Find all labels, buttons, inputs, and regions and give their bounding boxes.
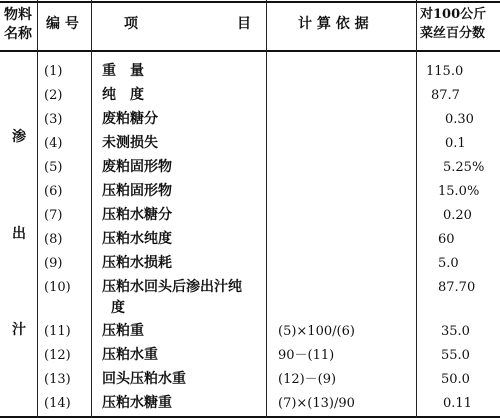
row-item: 压粕水糖重 xyxy=(102,395,172,411)
row-item: 废粕糖分 xyxy=(102,111,158,127)
row-value: 15.0% xyxy=(438,184,480,199)
row-number: (3) xyxy=(44,112,63,127)
row-item: 压粕水回头后渗出汁纯 xyxy=(102,279,242,295)
row-item: 压粕水糖分 xyxy=(102,207,172,223)
row-item: 重 量 xyxy=(102,63,144,79)
row-value: 87.70 xyxy=(438,280,476,295)
header-item-left: 项 xyxy=(124,16,138,32)
row-item: 未测损失 xyxy=(102,135,158,151)
row-value: 5.0 xyxy=(438,256,459,271)
row-number: (8) xyxy=(44,232,63,247)
row-number: (9) xyxy=(44,256,63,271)
row-item: 纯 度 xyxy=(102,87,144,103)
row-number: (1) xyxy=(44,64,63,79)
row-value: 0.11 xyxy=(443,396,472,411)
header-per-line2: 菜丝百分数 xyxy=(420,26,486,41)
row-number: (12) xyxy=(44,348,71,363)
row-value: 60 xyxy=(438,232,455,247)
column-divider xyxy=(266,0,267,418)
row-value: 50.0 xyxy=(441,372,470,387)
category-char-1: 渗 xyxy=(12,129,26,145)
row-item-continued: 度 xyxy=(111,300,125,316)
row-value: 0.1 xyxy=(445,136,466,151)
row-number: (7) xyxy=(44,208,63,223)
row-value: 35.0 xyxy=(441,324,470,339)
row-item: 压粕水重 xyxy=(102,347,158,363)
row-basis: (12)－(9) xyxy=(278,372,337,387)
row-value: 0.20 xyxy=(443,208,472,223)
row-item: 回头压粕水重 xyxy=(102,371,186,387)
row-number: (13) xyxy=(44,372,71,387)
row-basis: 90－(11) xyxy=(278,348,335,363)
column-divider xyxy=(91,0,92,418)
column-divider xyxy=(416,0,417,418)
header-bottom-rule xyxy=(0,50,500,52)
row-basis: (5)×100/(6) xyxy=(278,324,355,339)
row-basis: (7)×(13)/90 xyxy=(278,396,355,411)
row-value: 115.0 xyxy=(426,64,464,79)
row-value: 87.7 xyxy=(431,88,460,103)
row-number: (5) xyxy=(44,160,63,175)
category-char-3: 汁 xyxy=(12,322,26,338)
row-item: 压粕水纯度 xyxy=(102,231,172,247)
row-item: 压粕固形物 xyxy=(102,183,172,199)
row-number: (11) xyxy=(44,324,71,339)
header-per-line1: 对100公斤 xyxy=(420,7,487,22)
row-number: (10) xyxy=(44,280,71,295)
row-item: 废粕固形物 xyxy=(102,159,172,175)
row-item: 压粕重 xyxy=(102,323,144,339)
header-basis: 计 算 依 据 xyxy=(298,16,369,32)
row-number: (2) xyxy=(44,88,63,103)
header-material-line1: 物料 xyxy=(4,7,32,23)
row-number: (14) xyxy=(44,396,71,411)
category-char-2: 出 xyxy=(12,226,26,242)
row-value: 5.25% xyxy=(443,160,485,175)
row-number: (6) xyxy=(44,184,63,199)
table-top-rule xyxy=(0,1,500,3)
row-value: 55.0 xyxy=(441,348,470,363)
row-item: 压粕水损耗 xyxy=(102,255,172,271)
row-number: (4) xyxy=(44,136,63,151)
header-material-line2: 名称 xyxy=(4,26,32,42)
header-item-right: 目 xyxy=(237,16,251,32)
row-value: 0.30 xyxy=(445,112,474,127)
header-number: 编 号 xyxy=(46,16,79,32)
column-divider xyxy=(37,0,38,418)
